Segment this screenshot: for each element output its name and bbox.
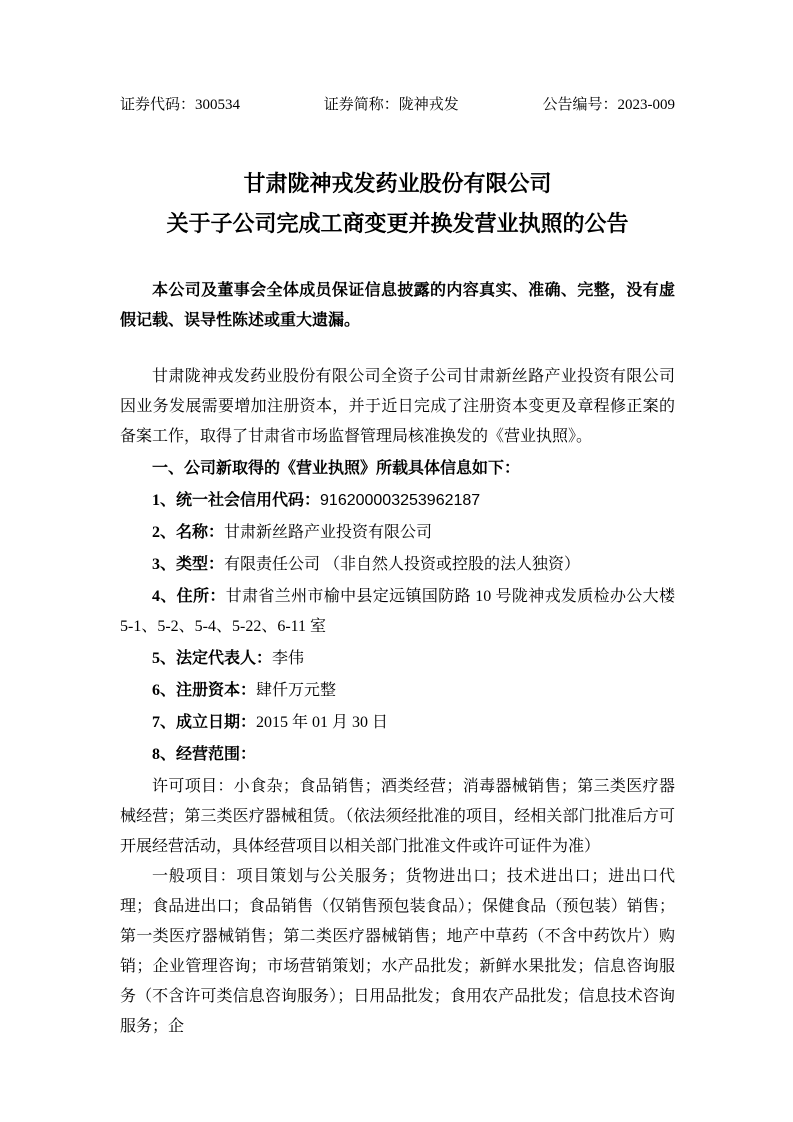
item-company-name-value: 甘肃新丝路产业投资有限公司 [224,524,433,541]
announcement-no-text: 公告编号：2023-009 [542,97,675,113]
item-establish-date-value: 2015 年 01 月 30 日 [256,714,389,731]
general-scope-paragraph: 一般项目：项目策划与公关服务；货物进出口；技术进出口；进出口代理；食品进出口；食品销售（仅销售预包装食品）；保健食品（预包装）销售；第一类医疗器械销售；第二类医疗器械销售；地产中草药（不含中药饮片）购销；企业管理咨询；市场营销策划；水产品批发；新鲜水果批发；信息咨询服务（不含许可类信息咨询服务）；日用品批发；食用农产品批发；信息技术咨询服务；企 [120,868,675,1035]
item-address-value: 甘肃省兰州市榆中县定远镇国防路 10 号陇神戎发质检办公大楼5-1、5-2、5-4、5-22、6-11 室 [120,588,675,635]
item-registered-capital [120,676,675,706]
item-company-type-value: 有限责任公司 （非自然人投资或控股的法人独资） [224,556,581,573]
item-business-scope [120,740,675,770]
item-business-scope-label: 8、经营范围： [152,746,257,763]
item-establish-date-label: 7、成立日期： [152,714,257,731]
item-registered-capital-value: 肆仟万元整 [256,682,337,699]
stock-abbr-text: 证券简称：陇神戎发 [323,97,459,113]
doc-body [120,362,675,1042]
item-credit-code-value: 916200003253962187 [320,492,481,509]
doc-title-block [120,164,675,244]
item-credit-code-label: 1、统一社会信用代码： [152,492,321,509]
doc-header [120,96,675,114]
item-company-type [120,550,675,580]
item-address [120,582,675,642]
intro-paragraph: 甘肃陇神戎发药业股份有限公司全资子公司甘肃新丝路产业投资有限公司因业务发展需要增加注册资本，并于近日完成了注册资本变更及章程修正案的备案工作，取得了甘肃省市场监督管理局核准换发的《营业执照》。 [120,368,675,445]
announcement-subject-title: 关于子公司完成工商变更并换发营业执照的公告 [166,211,629,236]
item-legal-representative-value: 李伟 [272,650,305,667]
item-registered-capital-label: 6、注册资本： [152,682,257,699]
item-legal-representative-label: 5、法定代表人： [152,650,273,667]
company-name-title: 甘肃陇神戎发药业股份有限公司 [243,171,552,196]
item-credit-code [120,486,675,516]
integrity-statement: 本公司及董事会全体成员保证信息披露的内容真实、准确、完整，没有虚假记载、误导性陈述或重大遗漏。 [120,282,675,329]
section-1-heading: 一、公司新取得的《营业执照》所载具体信息如下： [152,460,521,477]
item-company-type-label: 3、类型： [152,556,225,573]
item-legal-representative [120,644,675,674]
item-establish-date [120,708,675,738]
stock-code-text: 证券代码：300534 [120,97,241,113]
licensed-scope-paragraph: 许可项目：小食杂；食品销售；酒类经营；消毒器械销售；第三类医疗器械经营；第三类医疗器械租赁。（依法须经批准的项目，经相关部门批准后方可开展经营活动，具体经营项目以相关部门批准文件或许可证件为准） [120,778,675,855]
item-address-label: 4、住所： [152,588,226,605]
item-company-name [120,518,675,548]
item-company-name-label: 2、名称： [152,524,225,541]
